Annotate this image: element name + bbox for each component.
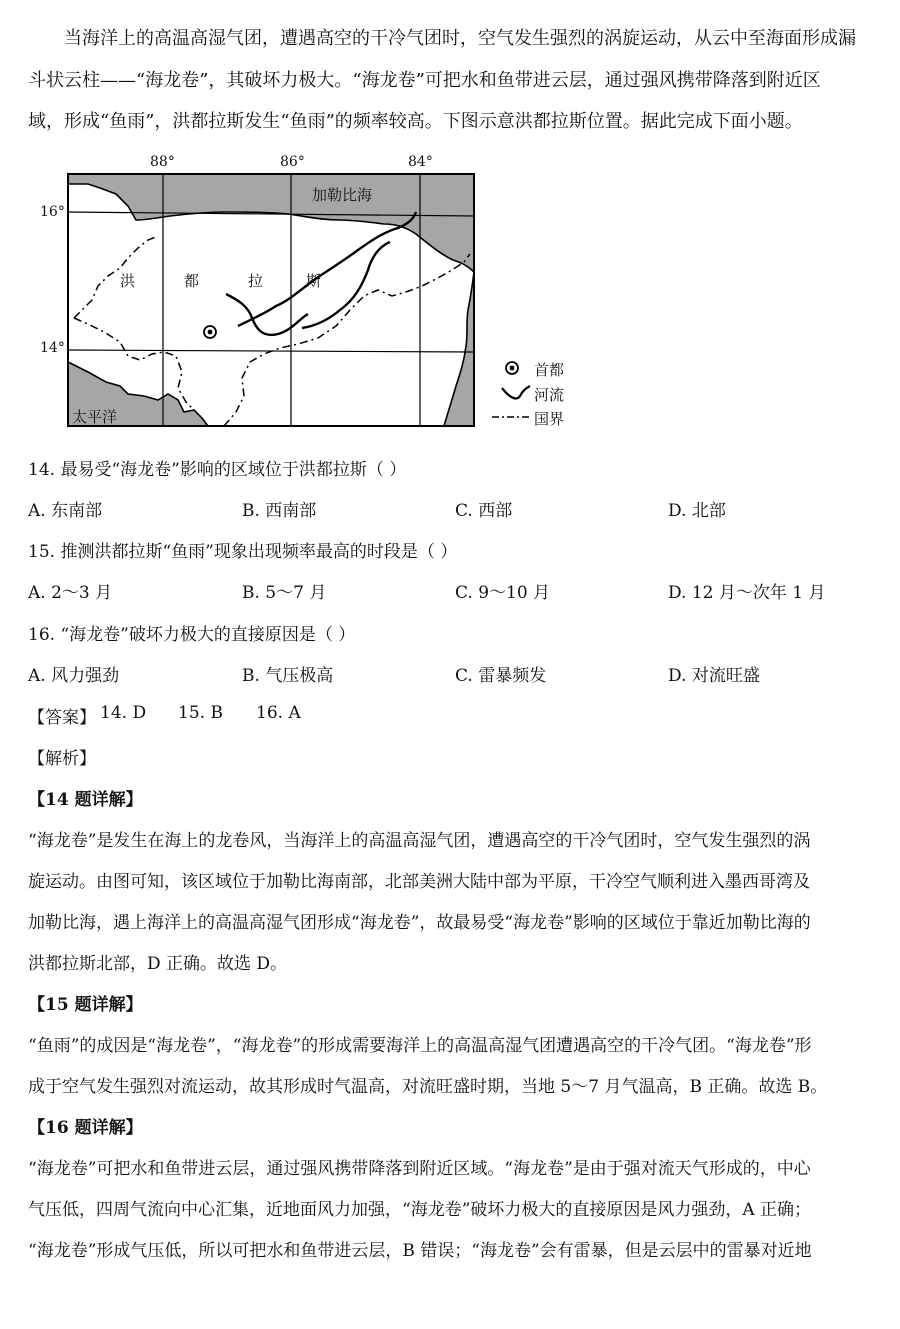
question-15-option-c: C. 9～10 月	[455, 583, 551, 603]
answer-item: 16. A	[256, 703, 301, 723]
question-15-option-d: D. 12 月～次年 1 月	[668, 583, 826, 603]
detail-line: “鱼雨”的成因是“海龙卷”，“海龙卷”的形成需要海洋上的高温高湿气团遭遇高空的干冷气团。“海龙卷”形	[28, 1036, 812, 1056]
ocean-label: 太平洋	[72, 408, 118, 426]
detail-line: 气压低，四周气流向中心汇集，近地面风力加强，“海龙卷”破坏力极大的直接原因是风力强劲，A 正确；	[28, 1200, 812, 1220]
lon-label-88: 88°	[150, 154, 175, 170]
question-16-option-c: C. 雷暴频发	[455, 666, 547, 686]
question-14-option-c: C. 西部	[455, 501, 513, 521]
question-14-option-b: B. 西南部	[242, 501, 317, 521]
detail-line: 旋运动。由图可知，该区域位于加勒比海南部，北部美洲大陆中部为平原，干冷空气顺利进入墨西哥湾及	[28, 872, 810, 892]
country-label-char: 斯	[306, 272, 322, 290]
country-label-char: 都	[184, 272, 200, 290]
legend-border-label: 国界	[534, 410, 565, 428]
detail-heading: 【14 题详解】	[28, 790, 143, 810]
intro-line: 域，形成“鱼雨”，洪都拉斯发生“鱼雨”的频率较高。下图示意洪都拉斯位置。据此完成下面小题。	[28, 111, 803, 132]
capital-icon-dot	[208, 330, 213, 335]
detail-line: “海龙卷”是发生在海上的龙卷风，当海洋上的高温高湿气团，遭遇高空的干冷气团时，空气发生强烈的涡	[28, 831, 811, 851]
question-16-option-b: B. 气压极高	[242, 666, 334, 686]
answer-item: 14. D	[100, 703, 147, 723]
question-14-option-a: A. 东南部	[28, 501, 103, 521]
detail-line: “海龙卷”形成气压低，所以可把水和鱼带进云层，B 错误；“海龙卷”会有雷暴，但是云层中的雷暴对近地	[28, 1241, 812, 1261]
question-15-option-b: B. 5～7 月	[242, 583, 327, 603]
question-14-option-d: D. 北部	[668, 501, 726, 521]
question-14-stem: 14. 最易受“海龙卷”影响的区域位于洪都拉斯（ ）	[28, 460, 407, 480]
detail-heading: 【16 题详解】	[28, 1118, 143, 1138]
question-16-option-a: A. 风力强劲	[28, 666, 120, 686]
detail-heading: 【15 题详解】	[28, 995, 143, 1015]
analysis-label: 【解析】	[28, 749, 96, 769]
detail-line: 洪都拉斯北部，D 正确。故选 D。	[28, 954, 288, 974]
detail-line: 加勒比海，遇上海洋上的高温高湿气团形成“海龙卷”，故最易受“海龙卷”影响的区域位于靠近加勒比海的	[28, 913, 811, 933]
intro-line: 当海洋上的高温高湿气团，遭遇高空的干冷气团时，空气发生强烈的涡旋运动，从云中至海面形成漏	[64, 28, 856, 49]
detail-line: “海龙卷”可把水和鱼带进云层，通过强风携带降落到附近区域。“海龙卷”是由于强对流天气形成的，中心	[28, 1159, 811, 1179]
legend-capital-icon-dot	[510, 366, 515, 371]
detail-line: 成于空气发生强烈对流运动，故其形成时气温高，对流旺盛时期，当地 5～7 月气温高，B 正确。故选 B。	[28, 1077, 828, 1097]
answer-label: 【答案】	[28, 708, 96, 728]
question-16-stem: 16. “海龙卷”破坏力极大的直接原因是（ ）	[28, 625, 356, 645]
lon-label-86: 86°	[280, 154, 305, 170]
legend-capital-label: 首都	[534, 361, 565, 379]
answer-item: 15. B	[178, 703, 223, 723]
legend-river-icon	[502, 386, 530, 398]
lat-label-14: 14°	[40, 340, 65, 356]
intro-line: 斗状云柱——“海龙卷”，其破坏力极大。“海龙卷”可把水和鱼带进云层，通过强风携带降落到附近区	[28, 70, 821, 91]
honduras-location-map	[28, 150, 598, 432]
sea-label: 加勒比海	[312, 186, 373, 204]
country-label-char: 拉	[248, 272, 264, 290]
lon-label-84: 84°	[408, 154, 433, 170]
country-label-char: 洪	[120, 272, 136, 290]
question-16-option-d: D. 对流旺盛	[668, 666, 760, 686]
question-15-stem: 15. 推测洪都拉斯“鱼雨”现象出现频率最高的时段是（ ）	[28, 542, 458, 562]
legend-river-label: 河流	[534, 386, 565, 404]
question-15-option-a: A. 2～3 月	[28, 583, 113, 603]
lat-label-16: 16°	[40, 204, 65, 220]
